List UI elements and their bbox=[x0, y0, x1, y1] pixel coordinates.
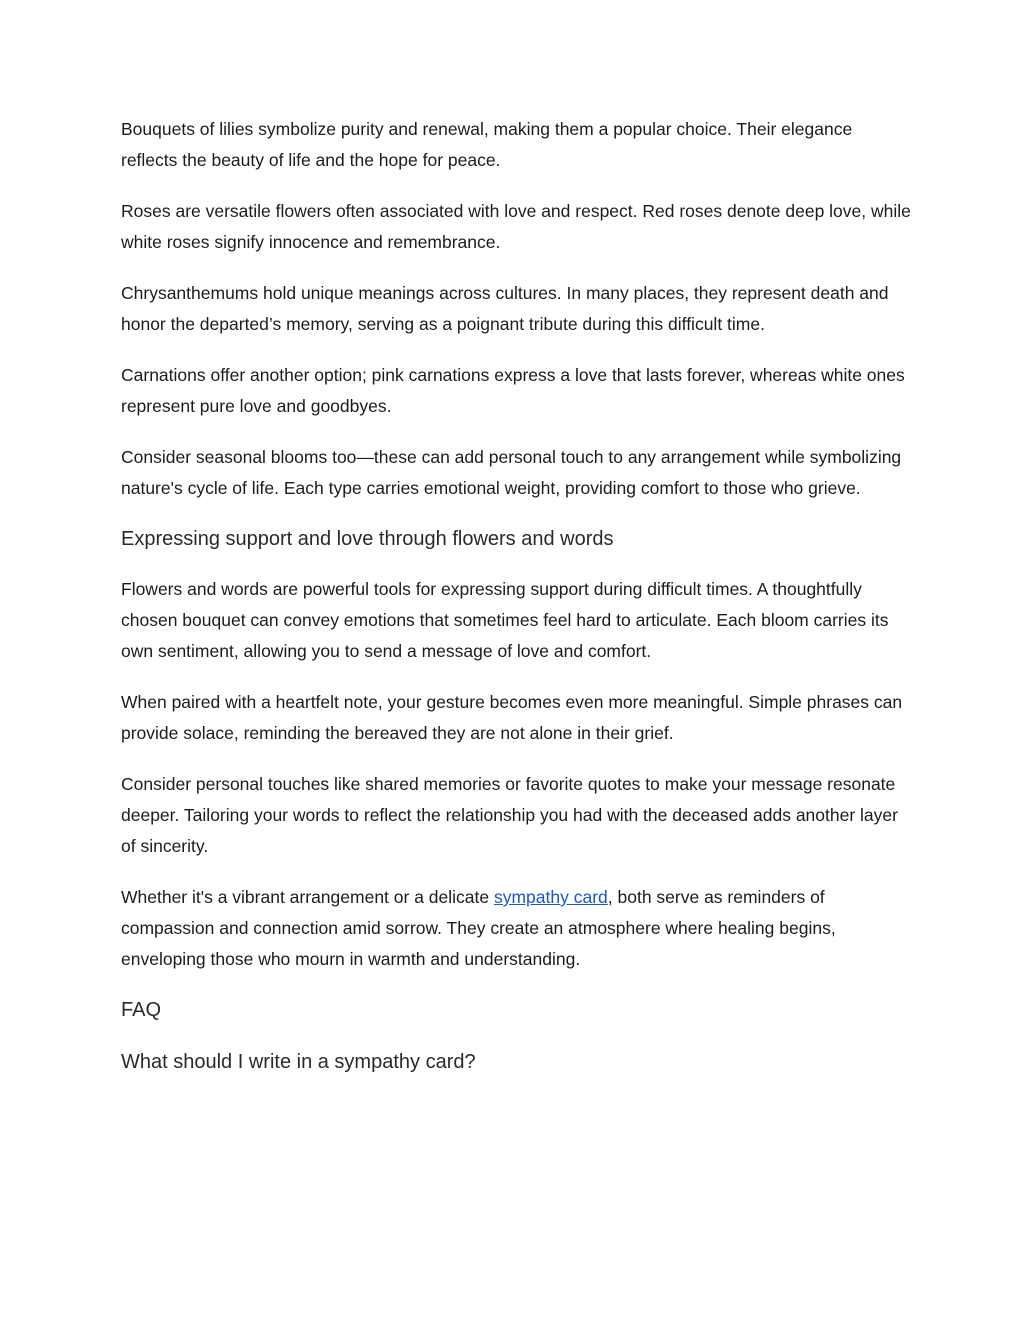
paragraph-personal-touches: Consider personal touches like shared memories or favorite quotes to make your message resonate deeper. Tailoring your words to reflect the relationship you had with the deceased adds another layer of sincerity. bbox=[121, 774, 898, 856]
sympathy-card-link[interactable]: sympathy card bbox=[493, 887, 608, 907]
link-paragraph-after: , both serve as reminders of compassion and connection amid sorrow. They create an atmosphere where healing begins, enveloping those who mourn in warmth and understanding. bbox=[121, 887, 836, 969]
paragraph-roses: Roses are versatile flowers often associated with love and respect. Red roses denote deep love, while white roses signify innocence and remembrance. bbox=[121, 201, 911, 252]
paragraph-sympathy-card bbox=[121, 882, 911, 975]
paragraph-seasonal-blooms: Consider seasonal blooms too—these can add personal touch to any arrangement while symbolizing nature's cycle of life. Each type carries emotional weight, providing comfort to those who grieve. bbox=[121, 447, 902, 498]
section-heading: Expressing support and love through flowers and words bbox=[121, 528, 614, 550]
paragraph-carnations: Carnations offer another option; pink carnations express a love that lasts forever, whereas white ones represent pure love and goodbyes. bbox=[121, 365, 905, 416]
paragraph-lilies: Bouquets of lilies symbolize purity and renewal, making them a popular choice. Their elegance reflects the beauty of life and the hope for peace. bbox=[121, 119, 853, 170]
article-body bbox=[121, 114, 911, 1097]
paragraph-flowers-and-words: Flowers and words are powerful tools for expressing support during difficult times. A thoughtfully chosen bouquet can convey emotions that sometimes feel hard to articulate. Each bloom carries its own sentiment, allowing you to send a message of love and comfort. bbox=[121, 579, 889, 661]
link-paragraph-before: Whether it's a vibrant arrangement or a delicate bbox=[121, 887, 494, 907]
faq-heading: FAQ bbox=[121, 999, 162, 1021]
paragraph-heartfelt-note: When paired with a heartfelt note, your gesture becomes even more meaningful. Simple phrases can provide solace, reminding the bereaved they are not alone in their grief. bbox=[121, 692, 903, 743]
faq-question: What should I write in a sympathy card? bbox=[121, 1051, 476, 1073]
paragraph-chrysanthemums: Chrysanthemums hold unique meanings across cultures. In many places, they represent death and honor the departed’s memory, serving as a poignant tribute during this difficult time. bbox=[121, 283, 889, 334]
